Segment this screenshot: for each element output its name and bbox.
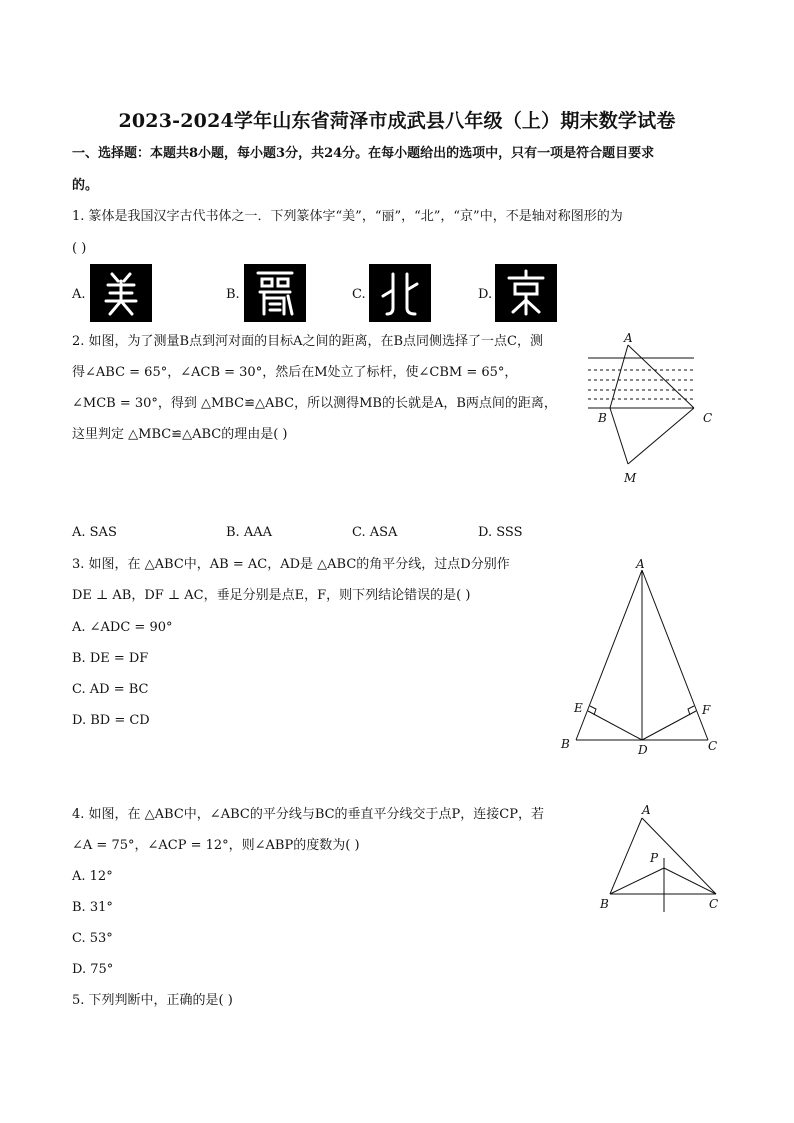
seal-li-icon (244, 264, 306, 322)
q1-option-b-label: B. (226, 287, 240, 302)
q1-stem: 1. 篆体是我国汉字古代书体之一．下列篆体字“美”，“丽”，“北”，“京”中，不是轴对称图形的为 (72, 209, 623, 224)
q2-stem: 2. 如图，为了测量B点到河对面的目标A之间的距离，在B点同侧选择了一点C，测 (72, 334, 543, 349)
q2-label-a: A (624, 331, 633, 345)
q2-stem-cont-2: ∠MCB = 30°，得到 △MBC≌△ABC，所以测得MB的长就是A，B两点间的距离， (72, 396, 557, 411)
seal-bei-icon (369, 264, 431, 322)
q1-option-d-label: D. (478, 287, 493, 302)
q2-option-c: C. ASA (352, 525, 398, 540)
q2-label-m: M (624, 471, 637, 485)
q3-label-f: F (702, 703, 711, 717)
q3-label-b: B (561, 737, 570, 751)
q1-option-c-seal-image (369, 264, 431, 322)
q4-label-p: P (650, 851, 659, 865)
q3-triangle-figure (556, 556, 726, 756)
q3-label-c: C (708, 739, 718, 753)
q5-stem: 5. 下列判断中，正确的是( ) (72, 993, 233, 1008)
q3-label-a: A (636, 557, 645, 571)
q1-stem-cont: ( ) (72, 241, 87, 256)
seal-mei-icon (90, 264, 152, 322)
q2-option-b: B. AAA (226, 525, 272, 540)
q4-label-b: B (600, 897, 609, 911)
q4-option-b: B. 31° (72, 900, 113, 915)
q1-option-a-label: A. (72, 287, 86, 302)
q3-option-b: B. DE = DF (72, 651, 149, 666)
q1-option-d-seal-image (495, 264, 557, 322)
q4-label-a: A (642, 803, 651, 817)
q3-label-e: E (574, 701, 583, 715)
q2-option-d: D. SSS (478, 525, 523, 540)
q3-option-a: A. ∠ADC = 90° (72, 620, 173, 635)
q4-stem-cont: ∠A = 75°，∠ACP = 12°，则∠ABP的度数为( ) (72, 838, 360, 853)
q3-stem-cont: DE ⊥ AB，DF ⊥ AC，垂足分别是点E，F，则下列结论错误的是( ) (72, 588, 471, 603)
q1-option-a-seal-image (90, 264, 152, 322)
q3-option-c: C. AD = BC (72, 682, 149, 697)
q2-stem-cont-3: 这里判定 △MBC≌△ABC的理由是( ) (72, 427, 288, 442)
q4-option-c: C. 53° (72, 931, 113, 946)
section-heading-cont: 的。 (72, 178, 99, 193)
q3-label-d: D (638, 743, 648, 756)
q2-label-c: C (703, 411, 712, 425)
q3-option-d: D. BD = CD (72, 713, 150, 728)
section-heading: 一、选择题：本题共8小题，每小题3分，共24分。在每小题给出的选项中，只有一项是符合题目要求 (72, 146, 655, 161)
q4-option-d: D. 75° (72, 962, 114, 977)
q1-option-b-seal-image (244, 264, 306, 322)
q2-option-a: A. SAS (72, 525, 117, 540)
q1-option-c-label: C. (352, 287, 366, 302)
seal-jing-icon (495, 264, 557, 322)
q2-river-figure (582, 328, 712, 488)
q3-stem: 3. 如图，在 △ABC中，AB = AC，AD是 △ABC的角平分线，过点D分别作 (72, 557, 510, 572)
q2-label-b: B (598, 411, 607, 425)
q4-option-a: A. 12° (72, 869, 113, 884)
q4-label-c: C (709, 897, 719, 911)
q4-stem: 4. 如图，在 △ABC中，∠ABC的平分线与BC的垂直平分线交于点P，连接CP，若 (72, 807, 544, 822)
exam-title: 2023-2024学年山东省菏泽市成武县八年级（上）期末数学试卷 (118, 110, 676, 132)
q4-triangle-figure (596, 800, 726, 918)
q2-stem-cont-1: 得∠ABC = 65°，∠ACB = 30°，然后在M处立了标杆，使∠CBM = 65°， (72, 365, 518, 380)
